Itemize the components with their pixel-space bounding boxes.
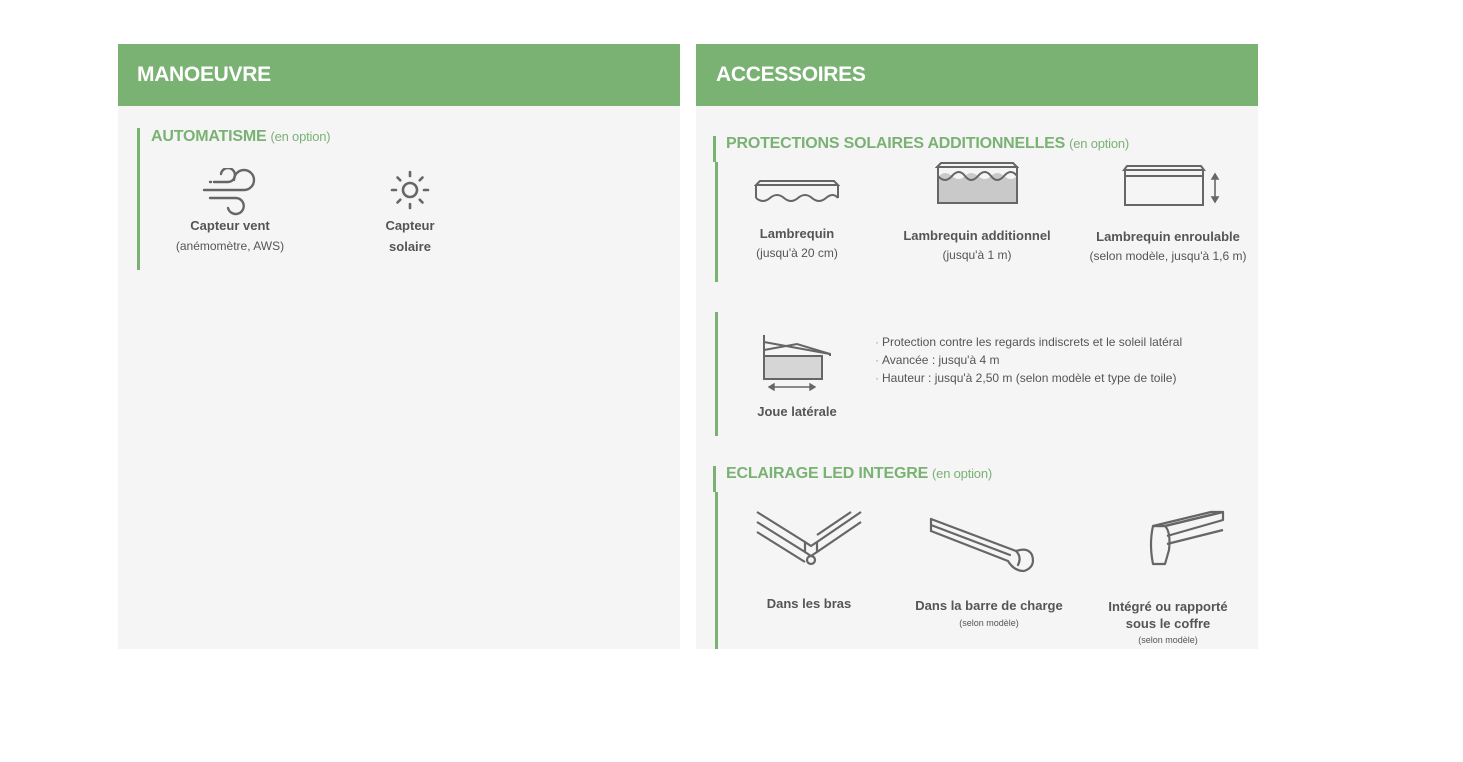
led-box-icon (1145, 508, 1227, 568)
led-bar-name: Dans la barre de charge (915, 598, 1063, 613)
led-box-name-line2: sous le coffre (1125, 616, 1211, 631)
wind-sensor-sub: (anémomètre, AWS) (175, 239, 285, 253)
roller-valance-item (1078, 228, 1258, 266)
led-arms-item (744, 595, 874, 612)
wind-sensor-icon (200, 168, 260, 216)
bullet-item: · Avancée : jusqu'à 4 m (875, 353, 1000, 367)
led-box-name-line1: Intégré ou rapporté (1108, 599, 1228, 614)
accessoires-header: ACCESSOIRES (696, 44, 1258, 106)
automatisme-bar (137, 128, 140, 270)
bullet-item: · Hauteur : jusqu'à 2,50 m (selon modèle et type de toile) (875, 371, 1177, 385)
bullet-item: · Protection contre les regards indiscrets et le soleil latéral (875, 335, 1183, 349)
additional-valance-item (887, 227, 1067, 265)
side-panel-name: Joue latérale (757, 404, 837, 419)
protections-title: PROTECTIONS SOLAIRES ADDITIONNELLES (en option) (726, 135, 1130, 152)
led-box-sub: (selon modèle) (1138, 635, 1198, 645)
protections-bar-top (713, 136, 716, 162)
sun-sensor-icon (388, 168, 432, 212)
led-arms-icon (755, 510, 863, 568)
additional-valance-sub: (jusqu'à 1 m) (942, 248, 1012, 262)
roller-valance-sub: (selon modèle, jusqu'à 1,6 m) (1089, 249, 1247, 263)
side-panel-icon (757, 332, 837, 392)
protections-bar (715, 162, 718, 282)
sun-sensor-name-line1: Capteur (385, 218, 435, 233)
eclairage-bar (715, 492, 718, 649)
joue-bar (715, 312, 718, 436)
led-bar-icon (928, 515, 1038, 575)
automatisme-title: AUTOMATISME (en option) (151, 128, 331, 145)
side-panel-bullets (875, 333, 1182, 387)
eclairage-title: ECLAIRAGE LED INTEGRE (en option) (726, 465, 992, 482)
sun-sensor-item (360, 217, 460, 255)
led-bar-sub: (selon modèle) (959, 618, 1019, 628)
led-arms-name: Dans les bras (766, 596, 852, 611)
sun-sensor-name-line2: solaire (389, 239, 431, 254)
roller-valance-icon (1122, 164, 1222, 208)
side-panel-item (737, 403, 857, 420)
additional-valance-icon (935, 160, 1019, 206)
valance-icon (754, 178, 840, 206)
roller-valance-name: Lambrequin enroulable (1096, 229, 1240, 244)
led-box-item (1088, 598, 1248, 647)
valance-name: Lambrequin (759, 226, 835, 241)
valance-sub: (jusqu'à 20 cm) (756, 246, 838, 260)
wind-sensor-item (165, 217, 295, 256)
valance-item (727, 225, 867, 263)
manoeuvre-header: MANOEUVRE (118, 44, 680, 106)
led-bar-item (897, 597, 1081, 630)
eclairage-bar-top (713, 466, 716, 492)
additional-valance-name: Lambrequin additionnel (903, 228, 1051, 243)
wind-sensor-name: Capteur vent (190, 218, 270, 233)
